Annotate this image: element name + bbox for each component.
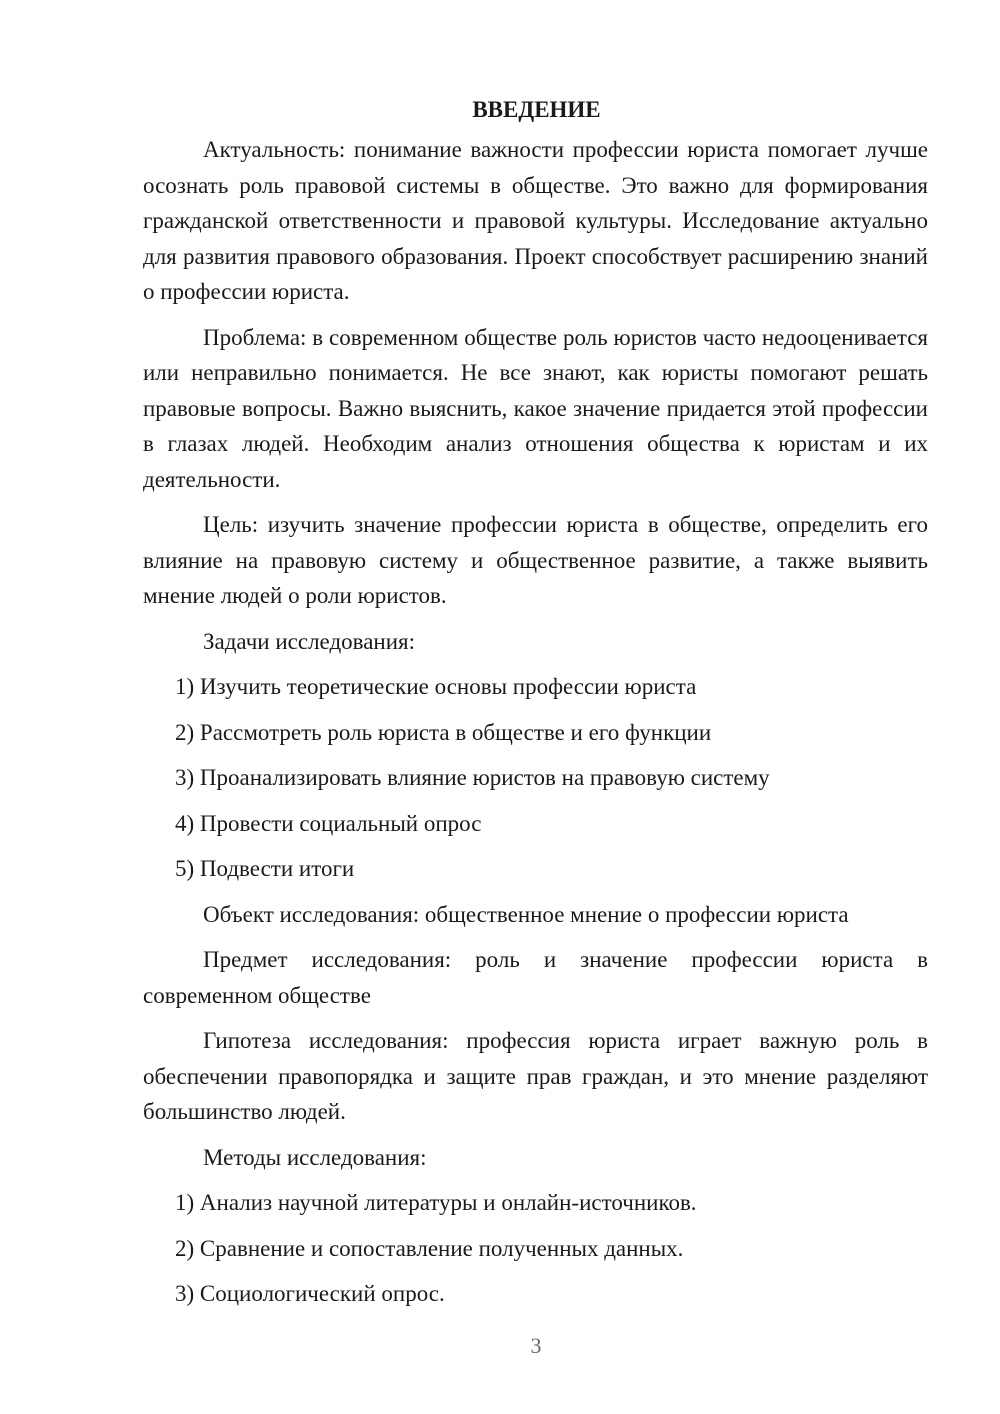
document-page — [143, 92, 928, 1322]
methods-heading: Методы исследования: — [203, 1144, 427, 1170]
relevance-paragraph: Актуальность: понимание важности профессии юриста помогает лучше осознать роль правовой системы в обществе. Это важно для формирования гражданской ответственности и правовой культуры. Исследование актуально для развития правового образования. Проект способствует расширению знаний о профессии юриста. — [143, 137, 928, 304]
goal-paragraph: Цель: изучить значение профессии юриста в обществе, определить его влияние на правовую систему и общественное развитие, а также выявить мнение людей о роли юристов. — [143, 512, 928, 608]
list-item: 3) Проанализировать влияние юристов на правовую систему — [175, 765, 770, 790]
list-item: 1) Изучить теоретические основы профессии юриста — [175, 674, 697, 699]
list-item: 5) Подвести итоги — [175, 856, 355, 881]
list-item: 1) Анализ научной литературы и онлайн-источников. — [175, 1190, 697, 1215]
list-item: 4) Провести социальный опрос — [175, 810, 482, 836]
list-item: 3) Социологический опрос. — [175, 1281, 445, 1306]
page-title: ВВЕДЕНИЕ — [472, 97, 601, 122]
page-number: 3 — [530, 1333, 542, 1358]
methods-list — [143, 1185, 928, 1312]
list-item: 2) Рассмотреть роль юриста в обществе и его функции — [175, 719, 712, 745]
object-line: Объект исследования: общественное мнение о профессии юриста — [203, 901, 849, 927]
list-item: 2) Сравнение и сопоставление полученных данных. — [175, 1235, 684, 1261]
tasks-heading: Задачи исследования: — [203, 628, 416, 654]
hypothesis-paragraph: Гипотеза исследования: профессия юриста играет важную роль в обеспечении правопорядка и защите прав граждан, и это мнение разделяют большинство людей. — [143, 1028, 928, 1124]
subject-paragraph: Предмет исследования: роль и значение профессии юриста в современном обществе — [143, 947, 928, 1008]
problem-paragraph: Проблема: в современном обществе роль юристов часто недооценивается или неправильно понимается. Не все знают, как юристы помогают решать правовые вопросы. Важно выяснить, какое значение придается этой профессии в глазах людей. Необходим анализ отношения общества к юристам и их деятельности. — [143, 324, 928, 492]
tasks-list — [143, 669, 928, 887]
